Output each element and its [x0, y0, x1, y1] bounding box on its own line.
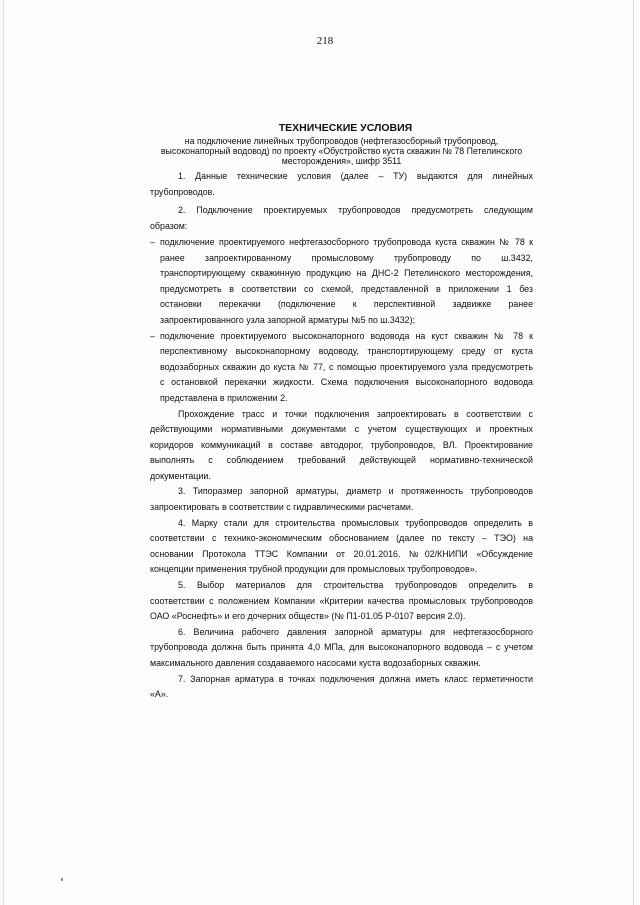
text-line: действующими нормативными документами с учетом существующих и проектных — [150, 424, 533, 435]
text-line: соответствии с положением Компании «Критерии качества промысловых трубопроводов — [150, 595, 533, 606]
text-line: подключение проектируемого высоконапорного водовода на куст скважин № 78 к — [160, 330, 533, 341]
paragraph-5 — [150, 578, 533, 625]
text-line: 4. Марку стали для строительства промысловых трубопроводов определить в — [178, 517, 533, 528]
text-line: 7. Запорная арматура в точках подключения должна иметь класс герметичности — [178, 673, 533, 684]
paragraph-7 — [150, 672, 533, 703]
scan-edge-line — [633, 0, 634, 905]
text-line: 3. Типоразмер запорной арматуры, диаметр и протяженность трубопроводов — [178, 486, 533, 497]
document-title: ТЕХНИЧЕСКИЕ УСЛОВИЯ — [278, 122, 413, 134]
paragraph-6 — [150, 625, 533, 672]
text-line: подключение проектируемого нефтегазосборного трубопровода куста скважин № 78 к — [160, 236, 533, 247]
bullet-item-2 — [150, 329, 533, 407]
text-line: ОАО «Роснефть» и его дочерних обществ» (№ П1-01.05 Р-0107 версия 2.0). — [150, 611, 466, 622]
text-line: с остановкой перекачки жидкости. Схема подключения высоконапорного водовода — [160, 377, 533, 388]
paragraph-4 — [150, 516, 533, 578]
text-line: представлена в приложении 2. — [160, 392, 288, 403]
text-line: 5. Выбор материалов для строительства трубопроводов определить в — [178, 580, 533, 591]
text-line: основании Протокола ТТЭС Компании от 20.01.2016. №02/КНИПИ «Обсуждение — [150, 548, 533, 559]
text-line: трубопровода должна быть принята 4,0 МПа, для высоконапорного водовода – с учетом — [150, 642, 533, 653]
scan-speck — [61, 878, 63, 881]
text-line: коридоров коммуникаций в составе автодорог, трубопроводов, ВЛ. Проектирование — [150, 439, 533, 450]
subtitle-line: высоконапорный водовод) по проекту «Обустройство куста скважин № 78 Петелинского — [160, 146, 523, 156]
text-line: транспортирующему скважинную продукцию на ДНС-2 Петелинского месторождения, — [160, 268, 533, 279]
scan-edge-line — [3, 0, 4, 905]
text-line: Прохождение трасс и точки подключения запроектировать в соответствии с — [178, 408, 533, 419]
text-line: запроектировать в соответствии с гидравлическими расчетами. — [150, 502, 414, 513]
text-line: 2. Подключение проектируемых трубопроводов предусмотреть следующим — [178, 204, 533, 215]
text-line: ранее запроектированному промысловому трубопроводу по ш.3432, — [160, 252, 533, 263]
text-line: водозаборных скважин до куста № 77, с помощью проектируемого узла предусмотреть — [160, 361, 533, 372]
paragraph-1 — [150, 169, 533, 200]
text-line: остановки перекачки (подключение к перспективной задвижке ранее — [160, 299, 533, 310]
subtitle-line: на подключение линейных трубопроводов (нефтегазосборный трубопровод, — [184, 136, 499, 146]
text-line: запроектированного узла запорной арматуры №5 по ш.3432); — [160, 314, 416, 325]
bullet-item-1 — [150, 235, 533, 329]
text-line: предусмотреть в соответствии со схемой, представленной в приложении 1 без — [160, 283, 533, 294]
subtitle-line: месторождения», шифр 3511 — [281, 156, 402, 166]
text-line: концепции применения трубной продукции для промысловых трубопроводов». — [150, 564, 478, 575]
paragraph-routing — [150, 407, 533, 485]
bullet-marker: – — [150, 236, 155, 247]
paragraph-3 — [150, 484, 533, 515]
document-body — [150, 169, 533, 703]
document-subtitle — [150, 136, 533, 166]
text-line: документации. — [150, 470, 211, 481]
text-line: 1. Данные технические условия (далее – ТУ) выдаются для линейных — [178, 171, 533, 181]
page-number: 218 — [316, 35, 334, 47]
text-line: перспективному высоконапорному водоводу, транспортирующему среду от куста — [160, 346, 533, 357]
text-line: трубопроводов. — [150, 186, 215, 197]
text-line: выполнять с соблюдением требований действующей нормативно-технической — [150, 455, 533, 466]
text-line: образом: — [150, 220, 188, 231]
text-line: «А». — [150, 689, 169, 700]
paragraph-2 — [150, 203, 533, 234]
text-line: соответствии с технико-экономическим обоснованием (далее по тексту – ТЭО) на — [150, 533, 533, 544]
text-line: максимального давления создаваемого насосами куста водозаборных скважин. — [150, 658, 481, 668]
text-line: 6. Величина рабочего давления запорной арматуры для нефтегазосборного — [178, 626, 533, 637]
bullet-marker: – — [150, 330, 155, 341]
